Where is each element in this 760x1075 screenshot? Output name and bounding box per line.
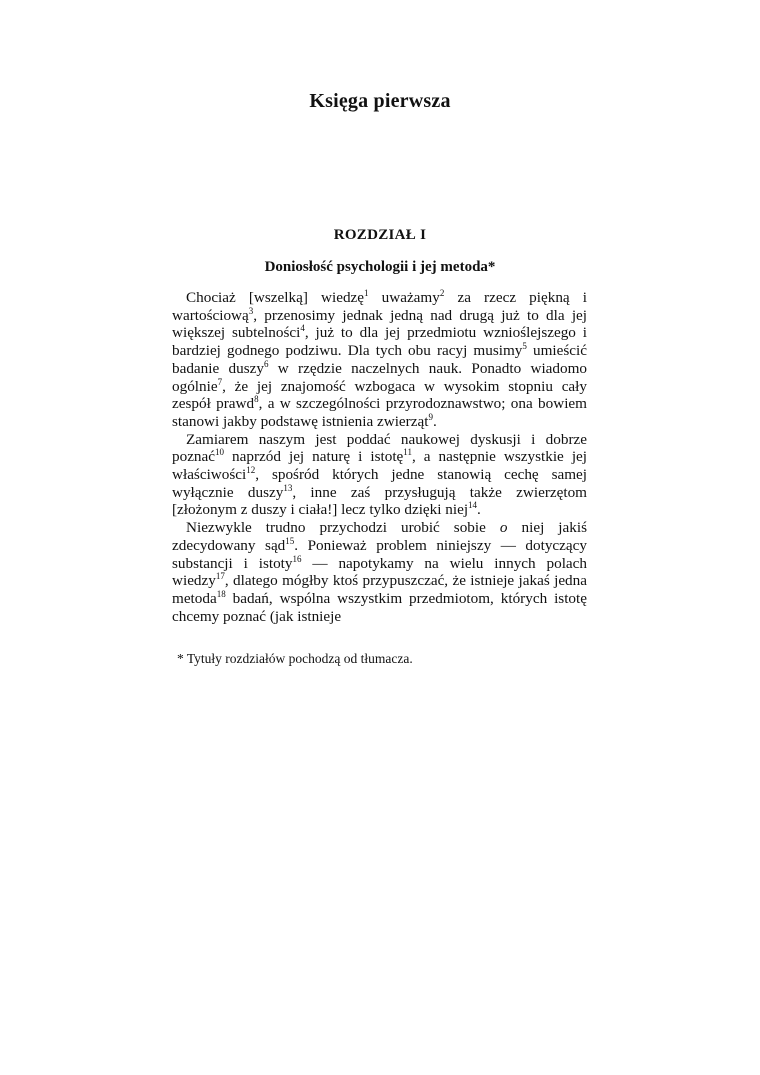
text-span: Chociaż [wszelką] wiedzę [186,289,365,306]
text-span: , spośród których jedne stanowią cechę samej wyłącznie duszy [172,466,587,501]
footnote-ref: 4 [300,323,305,334]
paragraph [172,431,587,520]
text-span: za rzecz piękną i wartościową [172,289,587,324]
footnote-ref: 12 [246,464,256,475]
text-span: badań, wspólna wszystkim przedmiotom, których istotę chcemy poznać (jak istnieje [172,589,587,625]
text-span: Niezwykle trudno przychodzi urobić sobie [186,519,500,537]
footnote-ref: 6 [263,358,269,369]
text-span: Zamiarem naszym jest poddać naukowej dyskusji i dobrze poznać [172,430,587,466]
text-span: w rzędzie naczelnych nauk. Ponadto wiadomo ogólnie [172,359,588,395]
chapter-number: ROZDZIAŁ I [333,227,427,243]
footnote-ref: 2 [439,287,445,298]
paragraph [172,519,587,625]
footnote: * Tytuły rozdziałów pochodzą od tłumacza. [177,651,413,666]
chapter-title: Doniosłość psychologii i jej metoda* [264,259,496,275]
text-span: niej jakiś zdecydowany sąd [172,519,587,554]
footnote-ref: 7 [217,376,223,387]
text-span: . Ponieważ problem niniejszy — dotyczący substancji i istoty [172,536,587,572]
footnote-ref: 15 [285,535,295,546]
footnote-ref: 17 [215,571,225,582]
footnote-ref: 13 [283,482,293,493]
text-span: umieścić badanie duszy [172,342,588,377]
footnote-ref: 11 [403,447,412,458]
text-span: , przenosimy jednak jedną nad drugą już to dla jej większej subtelności [172,306,587,342]
footnote-ref: 9 [428,411,433,422]
paragraph [172,289,587,431]
body-text [172,289,587,625]
text-span: — napotykamy na wielu innych polach wiedzy [172,554,587,590]
text-span: , inne zaś przysługują także zwierzętom [złożonym z duszy i ciała!] lecz tylko dzięki niej [172,483,587,519]
text-span: uważamy [368,289,440,306]
footnote-ref: 8 [254,394,259,405]
footnote-ref: 10 [215,447,225,458]
text-span: naprzód jej naturę i istotę [224,448,404,466]
text-span: . [477,501,481,519]
footnote-ref: 16 [292,553,302,564]
text-span: , już to dla jej przedmiotu wznioślejszego i bardziej godnego podziwu. Dla tych obu racyj musimy [172,324,587,360]
text-span: , a w szczególności przyrodoznawstwo; ona bowiem stanowi jakby podstawę istnienia zwierząt [172,395,587,430]
book-title: Księga pierwsza [309,90,451,112]
text-span: . [432,412,437,430]
text-span: , że jej znajomość wzbogaca w wysokim stopniu cały zespół prawd [172,377,587,413]
italic-text: o [499,519,508,537]
footnote-ref: 14 [468,500,478,511]
text-span: , a następnie wszystkie jej właściwości [172,448,587,484]
footnote-ref: 3 [248,305,254,316]
footnote-ref: 1 [364,287,369,298]
footnote-ref: 18 [216,588,226,599]
footnote-ref: 5 [522,341,527,352]
text-span: , dlatego mógłby ktoś przypuszczać, że istnieje jakaś jedna metoda [172,572,587,607]
